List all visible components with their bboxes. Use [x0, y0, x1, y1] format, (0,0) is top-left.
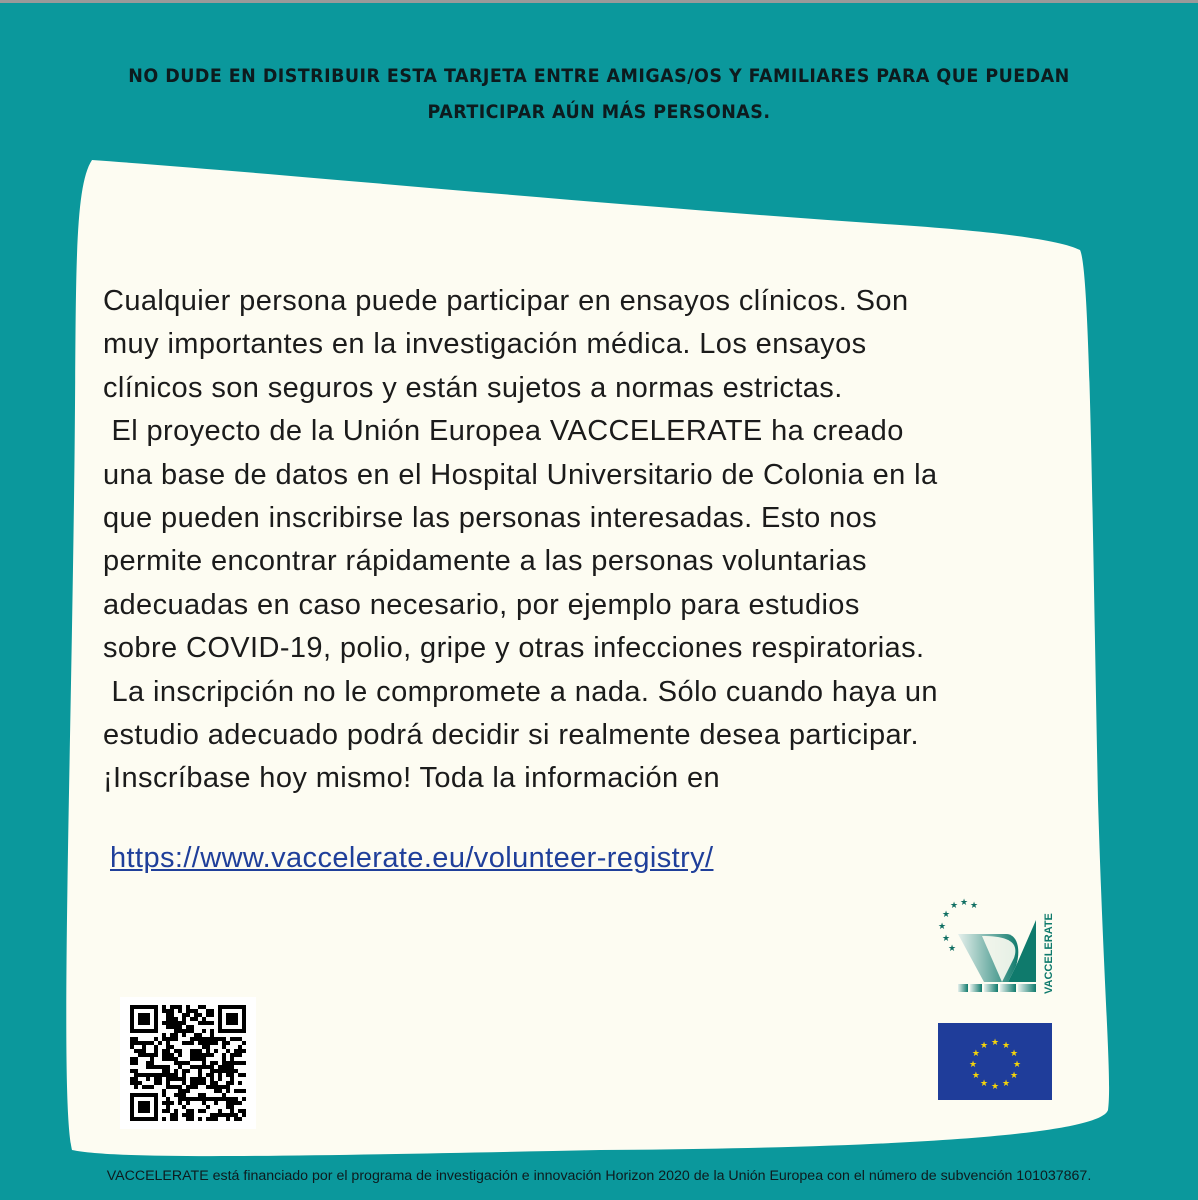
svg-text:★: ★	[942, 910, 951, 920]
body-line: Cualquier persona puede participar en ensayos clínicos. Son	[103, 285, 909, 317]
svg-text:★: ★	[979, 1079, 989, 1090]
svg-text:★: ★	[1012, 1060, 1022, 1070]
eu-flag-icon	[938, 1023, 1052, 1100]
svg-text:★: ★	[938, 922, 947, 932]
body-line: sobre COVID-19, polio, gripe y otras infecciones respiratorias.	[103, 632, 925, 665]
svg-text:★: ★	[942, 934, 951, 944]
vaccelerate-logo	[936, 896, 1058, 996]
body-line: ¡Inscríbase hoy mismo! Toda la información en	[103, 762, 721, 795]
svg-text:★: ★	[1010, 1049, 1019, 1059]
svg-text:★: ★	[950, 901, 959, 911]
svg-text:★: ★	[948, 944, 957, 954]
body-line: adecuadas en caso necesario, por ejemplo para estudios	[103, 588, 860, 621]
body-line: La inscripción no le compromete a nada. Sólo cuando haya un	[103, 675, 938, 708]
svg-text:★: ★	[960, 898, 969, 908]
funding-footer: VACCELERATE está financiado por el programa de investigación e innovación Horizon 2020 de la Unión Europea con el número de subvención 101037867.	[106, 1168, 1092, 1184]
svg-text:★: ★	[979, 1040, 989, 1051]
svg-text:★: ★	[1010, 1071, 1019, 1081]
svg-text:★: ★	[971, 1071, 980, 1081]
svg-text:★: ★	[1001, 1079, 1011, 1090]
registry-link[interactable]: https://www.vaccelerate.eu/volunteer-registry/	[110, 842, 714, 874]
qr-code[interactable]	[120, 997, 256, 1129]
header-notice	[103, 58, 1095, 130]
body-line: una base de datos en el Hospital Universitario de Colonia en la	[103, 458, 938, 491]
body-text	[103, 280, 938, 801]
body-line: permite encontrar rápidamente a las personas voluntarias	[103, 545, 867, 578]
logo-text: VACCELERATE	[1043, 913, 1055, 994]
body-line: clínicos son seguros y están sujetos a normas estrictas.	[103, 371, 843, 404]
header-line: NO DUDE EN DISTRIBUIR ESTA TARJETA ENTRE AMIGAS/OS Y FAMILIARES PARA QUE PUEDAN	[128, 65, 1070, 87]
svg-text:★: ★	[990, 1082, 1000, 1092]
svg-text:★: ★	[971, 1049, 980, 1059]
body-line: estudio adecuado podrá decidir si realmente desea participar.	[103, 718, 919, 751]
svg-text:★: ★	[1001, 1040, 1011, 1051]
body-line: que pueden inscribirse las personas interesadas. Esto nos	[103, 501, 878, 534]
body-line: muy importantes en la investigación médica. Los ensayos	[103, 328, 867, 361]
svg-text:★: ★	[970, 901, 979, 911]
svg-text:★: ★	[990, 1038, 1000, 1048]
body-line: El proyecto de la Unión Europea VACCELERATE ha creado	[103, 415, 904, 448]
header-line: PARTICIPAR AÚN MÁS PERSONAS.	[427, 101, 771, 123]
svg-text:★: ★	[968, 1060, 978, 1070]
